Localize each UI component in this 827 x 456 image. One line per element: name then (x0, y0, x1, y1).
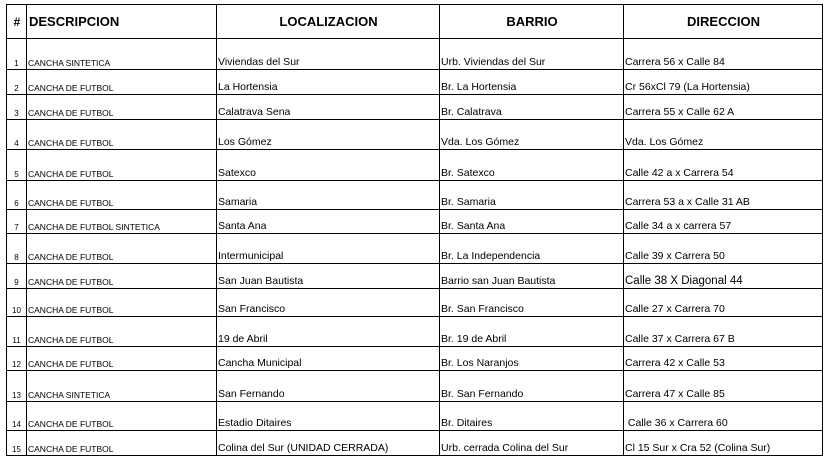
cell-barrio: Br. La Independencia (440, 234, 624, 264)
cell-localizacion: Satexco (217, 150, 440, 181)
cell-direccion: Calle 37 x Carrera 67 B (624, 317, 823, 347)
cell-barrio: Br. Calatrava (440, 95, 624, 120)
cell-number: 2 (7, 70, 27, 95)
cell-localizacion: San Juan Bautista (217, 264, 440, 289)
cell-localizacion: 19 de Abril (217, 317, 440, 347)
cell-direccion: Vda. Los Gómez (624, 120, 823, 150)
header-row (7, 5, 823, 39)
cell-number: 6 (7, 181, 27, 210)
table-row (7, 210, 823, 234)
cell-direccion: Carrera 47 x Calle 85 (624, 371, 823, 402)
cell-number: 11 (7, 317, 27, 347)
cell-number: 9 (7, 264, 27, 289)
cell-number: 10 (7, 289, 27, 317)
cell-number: 4 (7, 120, 27, 150)
cell-descripcion: CANCHA DE FUTBOL (27, 234, 217, 264)
cell-localizacion: San Fernando (217, 371, 440, 402)
table-row (7, 289, 823, 317)
table-row (7, 181, 823, 210)
header-barrio: BARRIO (440, 5, 624, 39)
cell-barrio: Br. La Hortensia (440, 70, 624, 95)
cell-direccion: Calle 36 x Carrera 60 (624, 402, 823, 431)
cell-descripcion: CANCHA SINTETICA (27, 371, 217, 402)
cell-barrio: Br. 19 de Abril (440, 317, 624, 347)
cell-localizacion: Viviendas del Sur (217, 39, 440, 70)
cell-descripcion: CANCHA DE FUTBOL (27, 181, 217, 210)
cell-number: 8 (7, 234, 27, 264)
cell-localizacion: Calatrava Sena (217, 95, 440, 120)
cell-barrio: Br. Santa Ana (440, 210, 624, 234)
table-row (7, 431, 823, 456)
cell-barrio: Br. Samaria (440, 181, 624, 210)
table-row (7, 39, 823, 70)
table-row (7, 347, 823, 371)
cell-localizacion: La Hortensia (217, 70, 440, 95)
table-row (7, 371, 823, 402)
cell-descripcion: CANCHA DE FUTBOL (27, 264, 217, 289)
table-row (7, 120, 823, 150)
table-row (7, 95, 823, 120)
cell-number: 7 (7, 210, 27, 234)
header-localizacion: LOCALIZACION (217, 5, 440, 39)
cell-direccion: Calle 42 a x Carrera 54 (624, 150, 823, 181)
cell-descripcion: CANCHA DE FUTBOL (27, 150, 217, 181)
cell-descripcion: CANCHA DE FUTBOL (27, 317, 217, 347)
cell-direccion: Calle 34 a x carrera 57 (624, 210, 823, 234)
cell-descripcion: CANCHA DE FUTBOL (27, 347, 217, 371)
cell-barrio: Br. Satexco (440, 150, 624, 181)
sports-fields-table (6, 4, 823, 456)
cell-direccion: Cl 15 Sur x Cra 52 (Colina Sur) (624, 431, 823, 456)
header-direccion: DIRECCION (624, 5, 823, 39)
table-row (7, 402, 823, 431)
cell-direccion: Cr 56xCl 79 (La Hortensia) (624, 70, 823, 95)
table-row (7, 150, 823, 181)
cell-descripcion: CANCHA DE FUTBOL (27, 95, 217, 120)
cell-direccion: Carrera 55 x Calle 62 A (624, 95, 823, 120)
cell-direccion: Calle 38 X Diagonal 44 (624, 264, 823, 289)
cell-localizacion: Colina del Sur (UNIDAD CERRADA) (217, 431, 440, 456)
cell-barrio: Vda. Los Gómez (440, 120, 624, 150)
table-row (7, 70, 823, 95)
cell-localizacion: Santa Ana (217, 210, 440, 234)
cell-localizacion: Samaria (217, 181, 440, 210)
cell-descripcion: CANCHA SINTETICA (27, 39, 217, 70)
cell-barrio: Br. San Francisco (440, 289, 624, 317)
cell-localizacion: Cancha Municipal (217, 347, 440, 371)
cell-barrio: Br. Los Naranjos (440, 347, 624, 371)
cell-direccion: Calle 27 x Carrera 70 (624, 289, 823, 317)
table-row (7, 264, 823, 289)
cell-number: 3 (7, 95, 27, 120)
cell-barrio: Urb. cerrada Colina del Sur (440, 431, 624, 456)
cell-localizacion: San Francisco (217, 289, 440, 317)
cell-barrio: Br. Ditaires (440, 402, 624, 431)
cell-direccion: Carrera 53 a x Calle 31 AB (624, 181, 823, 210)
header-descripcion: DESCRIPCION (27, 5, 217, 39)
table-row (7, 234, 823, 264)
cell-direccion: Carrera 42 x Calle 53 (624, 347, 823, 371)
cell-number: 14 (7, 402, 27, 431)
cell-barrio: Urb. Viviendas del Sur (440, 39, 624, 70)
cell-number: 15 (7, 431, 27, 456)
cell-number: 1 (7, 39, 27, 70)
cell-direccion: Calle 39 x Carrera 50 (624, 234, 823, 264)
cell-direccion: Carrera 56 x Calle 84 (624, 39, 823, 70)
cell-number: 12 (7, 347, 27, 371)
cell-localizacion: Los Gómez (217, 120, 440, 150)
cell-descripcion: CANCHA DE FUTBOL (27, 289, 217, 317)
cell-descripcion: CANCHA DE FUTBOL SINTETICA (27, 210, 217, 234)
header-number: # (7, 5, 27, 39)
cell-localizacion: Intermunicipal (217, 234, 440, 264)
cell-localizacion: Estadio Ditaires (217, 402, 440, 431)
cell-number: 13 (7, 371, 27, 402)
cell-descripcion: CANCHA DE FUTBOL (27, 70, 217, 95)
table-row (7, 317, 823, 347)
cell-number: 5 (7, 150, 27, 181)
cell-barrio: Barrio san Juan Bautista (440, 264, 624, 289)
cell-descripcion: CANCHA DE FUTBOL (27, 402, 217, 431)
cell-descripcion: CANCHA DE FUTBOL (27, 431, 217, 456)
cell-descripcion: CANCHA DE FUTBOL (27, 120, 217, 150)
cell-barrio: Br. San Fernando (440, 371, 624, 402)
